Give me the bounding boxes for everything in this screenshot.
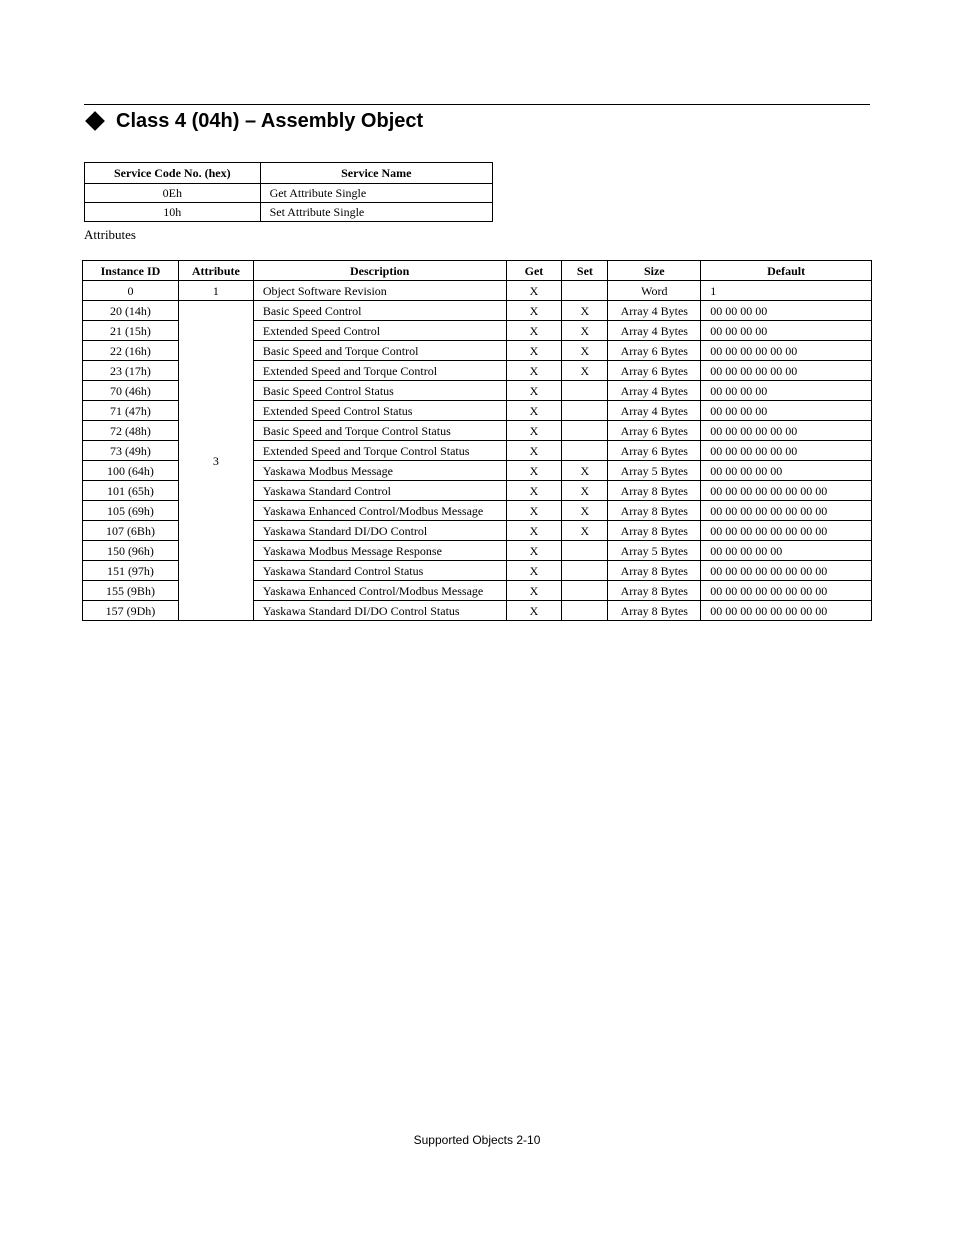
size-cell: Array 4 Bytes: [608, 301, 701, 321]
table-row: [83, 301, 872, 321]
default-cell: 00 00 00 00 00: [701, 461, 872, 481]
set-cell: [562, 401, 608, 421]
description-cell: Yaskawa Enhanced Control/Modbus Message: [253, 501, 506, 521]
instance-id-cell: 20 (14h): [83, 301, 179, 321]
set-cell: X: [562, 301, 608, 321]
set-cell: X: [562, 321, 608, 341]
default-cell: 00 00 00 00 00 00 00 00: [701, 601, 872, 621]
set-cell: [562, 601, 608, 621]
header-description: Description: [253, 261, 506, 281]
description-cell: Yaskawa Modbus Message Response: [253, 541, 506, 561]
description-cell: Basic Speed and Torque Control: [253, 341, 506, 361]
instance-id-cell: 101 (65h): [83, 481, 179, 501]
instance-id-cell: 71 (47h): [83, 401, 179, 421]
default-cell: 1: [701, 281, 872, 301]
description-cell: Yaskawa Standard Control Status: [253, 561, 506, 581]
instance-id-cell: 155 (9Bh): [83, 581, 179, 601]
size-cell: Array 8 Bytes: [608, 501, 701, 521]
header-instance-id: Instance ID: [83, 261, 179, 281]
description-cell: Yaskawa Standard DI/DO Control Status: [253, 601, 506, 621]
size-cell: Array 8 Bytes: [608, 521, 701, 541]
set-cell: [562, 381, 608, 401]
set-cell: X: [562, 481, 608, 501]
instance-id-cell: 150 (96h): [83, 541, 179, 561]
size-cell: Array 6 Bytes: [608, 361, 701, 381]
instance-id-cell: 21 (15h): [83, 321, 179, 341]
size-cell: Array 6 Bytes: [608, 341, 701, 361]
set-cell: [562, 541, 608, 561]
description-cell: Yaskawa Enhanced Control/Modbus Message: [253, 581, 506, 601]
get-cell: X: [506, 501, 562, 521]
services-table: [84, 162, 493, 222]
default-cell: 00 00 00 00 00 00 00 00: [701, 521, 872, 541]
get-cell: X: [506, 301, 562, 321]
size-cell: Array 4 Bytes: [608, 401, 701, 421]
size-cell: Array 4 Bytes: [608, 321, 701, 341]
set-cell: [562, 441, 608, 461]
description-cell: Basic Speed Control Status: [253, 381, 506, 401]
attributes-table: [82, 260, 872, 621]
size-cell: Array 5 Bytes: [608, 461, 701, 481]
default-cell: 00 00 00 00 00 00 00 00: [701, 481, 872, 501]
description-cell: Yaskawa Modbus Message: [253, 461, 506, 481]
size-cell: Array 4 Bytes: [608, 381, 701, 401]
instance-id-cell: 73 (49h): [83, 441, 179, 461]
get-cell: X: [506, 341, 562, 361]
get-cell: X: [506, 421, 562, 441]
size-cell: Array 8 Bytes: [608, 481, 701, 501]
size-cell: Array 8 Bytes: [608, 561, 701, 581]
get-cell: X: [506, 361, 562, 381]
size-cell: Array 5 Bytes: [608, 541, 701, 561]
description-cell: Extended Speed Control Status: [253, 401, 506, 421]
description-cell: Extended Speed Control: [253, 321, 506, 341]
instance-id-cell: 0: [83, 281, 179, 301]
description-cell: Yaskawa Standard Control: [253, 481, 506, 501]
get-cell: X: [506, 561, 562, 581]
description-cell: Yaskawa Standard DI/DO Control: [253, 521, 506, 541]
instance-id-cell: 72 (48h): [83, 421, 179, 441]
header-default: Default: [701, 261, 872, 281]
page-title: Class 4 (04h) – Assembly Object: [116, 110, 424, 132]
set-cell: X: [562, 461, 608, 481]
set-cell: X: [562, 361, 608, 381]
description-cell: Extended Speed and Torque Control: [253, 361, 506, 381]
description-cell: Extended Speed and Torque Control Status: [253, 441, 506, 461]
services-header-row: [85, 163, 493, 184]
get-cell: X: [506, 461, 562, 481]
attributes-header-row: [83, 261, 872, 281]
service-name-cell: Set Attribute Single: [260, 203, 492, 222]
get-cell: X: [506, 321, 562, 341]
instance-id-cell: 23 (17h): [83, 361, 179, 381]
set-cell: X: [562, 521, 608, 541]
header-service-name: Service Name: [260, 163, 492, 184]
service-code-cell: 10h: [85, 203, 261, 222]
service-name-cell: Get Attribute Single: [260, 184, 492, 203]
default-cell: 00 00 00 00: [701, 321, 872, 341]
size-cell: Array 8 Bytes: [608, 601, 701, 621]
default-cell: 00 00 00 00 00 00: [701, 421, 872, 441]
set-cell: X: [562, 501, 608, 521]
page-footer: Supported Objects 2-10: [413, 1133, 541, 1147]
get-cell: X: [506, 281, 562, 301]
table-row: [83, 281, 872, 301]
size-cell: Array 6 Bytes: [608, 441, 701, 461]
default-cell: 00 00 00 00 00: [701, 541, 872, 561]
get-cell: X: [506, 601, 562, 621]
service-code-cell: 0Eh: [85, 184, 261, 203]
get-cell: X: [506, 521, 562, 541]
attributes-body: [83, 281, 872, 621]
default-cell: 00 00 00 00 00 00 00 00: [701, 561, 872, 581]
description-cell: Object Software Revision: [253, 281, 506, 301]
attribute-cell: 3: [178, 301, 253, 621]
get-cell: X: [506, 541, 562, 561]
set-cell: X: [562, 341, 608, 361]
attributes-caption: Attributes: [84, 227, 136, 242]
get-cell: X: [506, 401, 562, 421]
default-cell: 00 00 00 00 00 00: [701, 341, 872, 361]
default-cell: 00 00 00 00 00 00 00 00: [701, 501, 872, 521]
get-cell: X: [506, 581, 562, 601]
get-cell: X: [506, 481, 562, 501]
header-service-code: Service Code No. (hex): [85, 163, 261, 184]
top-rule: [84, 104, 870, 105]
size-cell: Array 8 Bytes: [608, 581, 701, 601]
set-cell: [562, 281, 608, 301]
diamond-bullet-icon: [85, 111, 105, 131]
default-cell: 00 00 00 00 00 00: [701, 441, 872, 461]
set-cell: [562, 581, 608, 601]
section-heading: [84, 108, 423, 134]
header-size: Size: [608, 261, 701, 281]
set-cell: [562, 421, 608, 441]
instance-id-cell: 151 (97h): [83, 561, 179, 581]
default-cell: 00 00 00 00: [701, 401, 872, 421]
instance-id-cell: 157 (9Dh): [83, 601, 179, 621]
header-attribute: Attribute: [178, 261, 253, 281]
instance-id-cell: 22 (16h): [83, 341, 179, 361]
instance-id-cell: 107 (6Bh): [83, 521, 179, 541]
default-cell: 00 00 00 00 00 00: [701, 361, 872, 381]
instance-id-cell: 100 (64h): [83, 461, 179, 481]
header-get: Get: [506, 261, 562, 281]
header-set: Set: [562, 261, 608, 281]
table-row: [85, 203, 493, 222]
default-cell: 00 00 00 00: [701, 381, 872, 401]
attribute-cell: 1: [178, 281, 253, 301]
default-cell: 00 00 00 00: [701, 301, 872, 321]
get-cell: X: [506, 381, 562, 401]
size-cell: Word: [608, 281, 701, 301]
description-cell: Basic Speed Control: [253, 301, 506, 321]
instance-id-cell: 70 (46h): [83, 381, 179, 401]
description-cell: Basic Speed and Torque Control Status: [253, 421, 506, 441]
set-cell: [562, 561, 608, 581]
default-cell: 00 00 00 00 00 00 00 00: [701, 581, 872, 601]
size-cell: Array 6 Bytes: [608, 421, 701, 441]
instance-id-cell: 105 (69h): [83, 501, 179, 521]
table-row: [85, 184, 493, 203]
get-cell: X: [506, 441, 562, 461]
